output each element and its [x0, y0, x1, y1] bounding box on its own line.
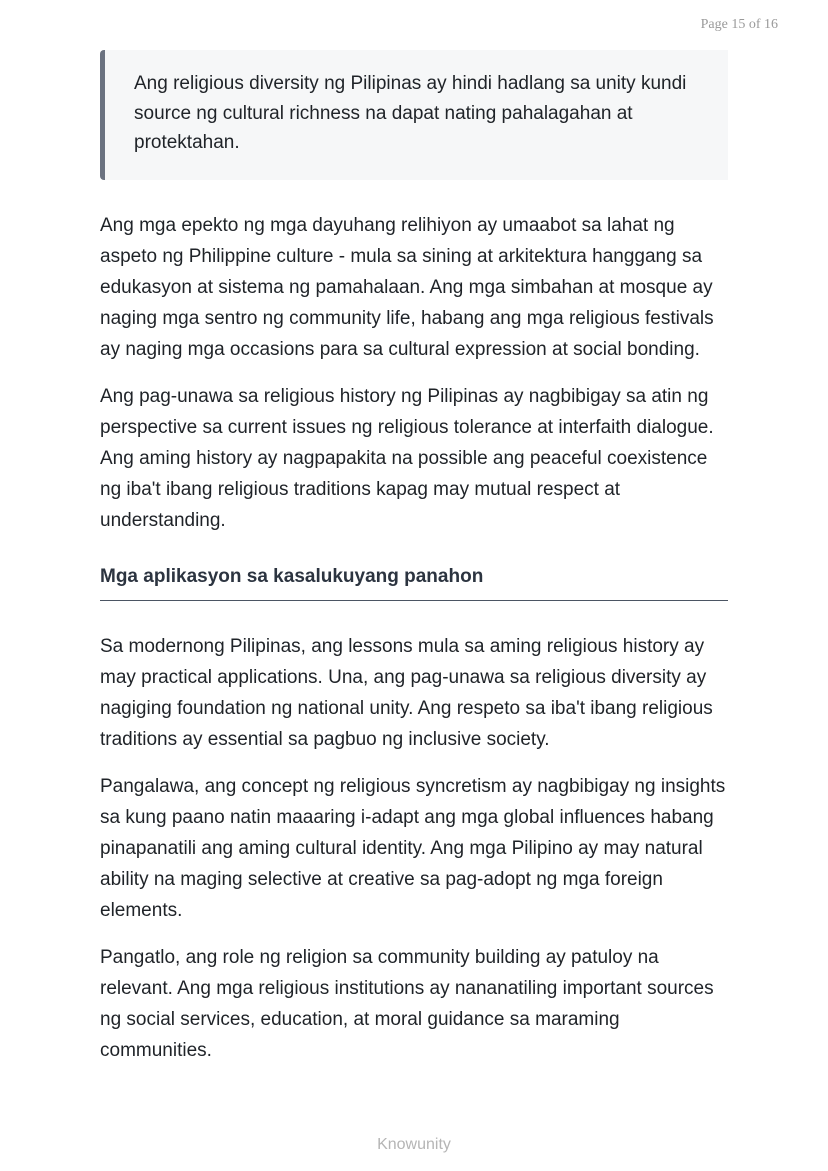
callout-box: [100, 50, 728, 180]
paragraph: Sa modernong Pilipinas, ang lessons mula sa aming religious history ay may practical applications. Una, ang pag-unawa sa religious diversity ay nagiging foundation ng national unity. Ang respeto sa iba't ibang religious traditions ay essential sa pagbuo ng inclusive society.: [100, 635, 713, 750]
document-body: [100, 50, 728, 1066]
paragraph: Ang mga epekto ng mga dayuhang relihiyon ay umaabot sa lahat ng aspeto ng Philippine culture - mula sa sining at arkitektura hanggang sa edukasyon at sistema ng pamahalaan. Ang mga simbahan at mosque ay naging mga sentro ng community life, habang ang mga religious festivals ay naging mga occasions para sa cultural expression at social bonding.: [100, 214, 714, 360]
paragraph: Pangatlo, ang role ng religion sa community building ay patuloy na relevant. Ang mga religious institutions ay nananatiling important sources ng social services, education, at moral guidance sa maraming communities.: [100, 946, 714, 1061]
page-number: Page 15 of 16: [700, 17, 778, 32]
paragraph: Pangalawa, ang concept ng religious syncretism ay nagbibigay ng insights sa kung paano natin maaaring i-adapt ang mga global influences habang pinapanatili ang aming cultural identity. Ang mga Pilipino ay may natural ability na maging selective at creative sa pag-adopt ng mga foreign elements.: [100, 775, 726, 921]
paragraph: Ang pag-unawa sa religious history ng Pilipinas ay nagbibigay sa atin ng perspective sa current issues ng religious tolerance at interfaith dialogue. Ang aming history ay nagpapakita na possible ang peaceful coexistence ng iba't ibang religious traditions kapag may mutual respect at understanding.: [100, 385, 714, 531]
callout-text: Ang religious diversity ng Pilipinas ay hindi hadlang sa unity kundi source ng cultural richness na dapat nating pahalagahan at protektahan.: [134, 73, 687, 153]
footer-brand: Knowunity: [377, 1136, 451, 1153]
section-heading: Mga aplikasyon sa kasalukuyang panahon: [100, 566, 728, 601]
